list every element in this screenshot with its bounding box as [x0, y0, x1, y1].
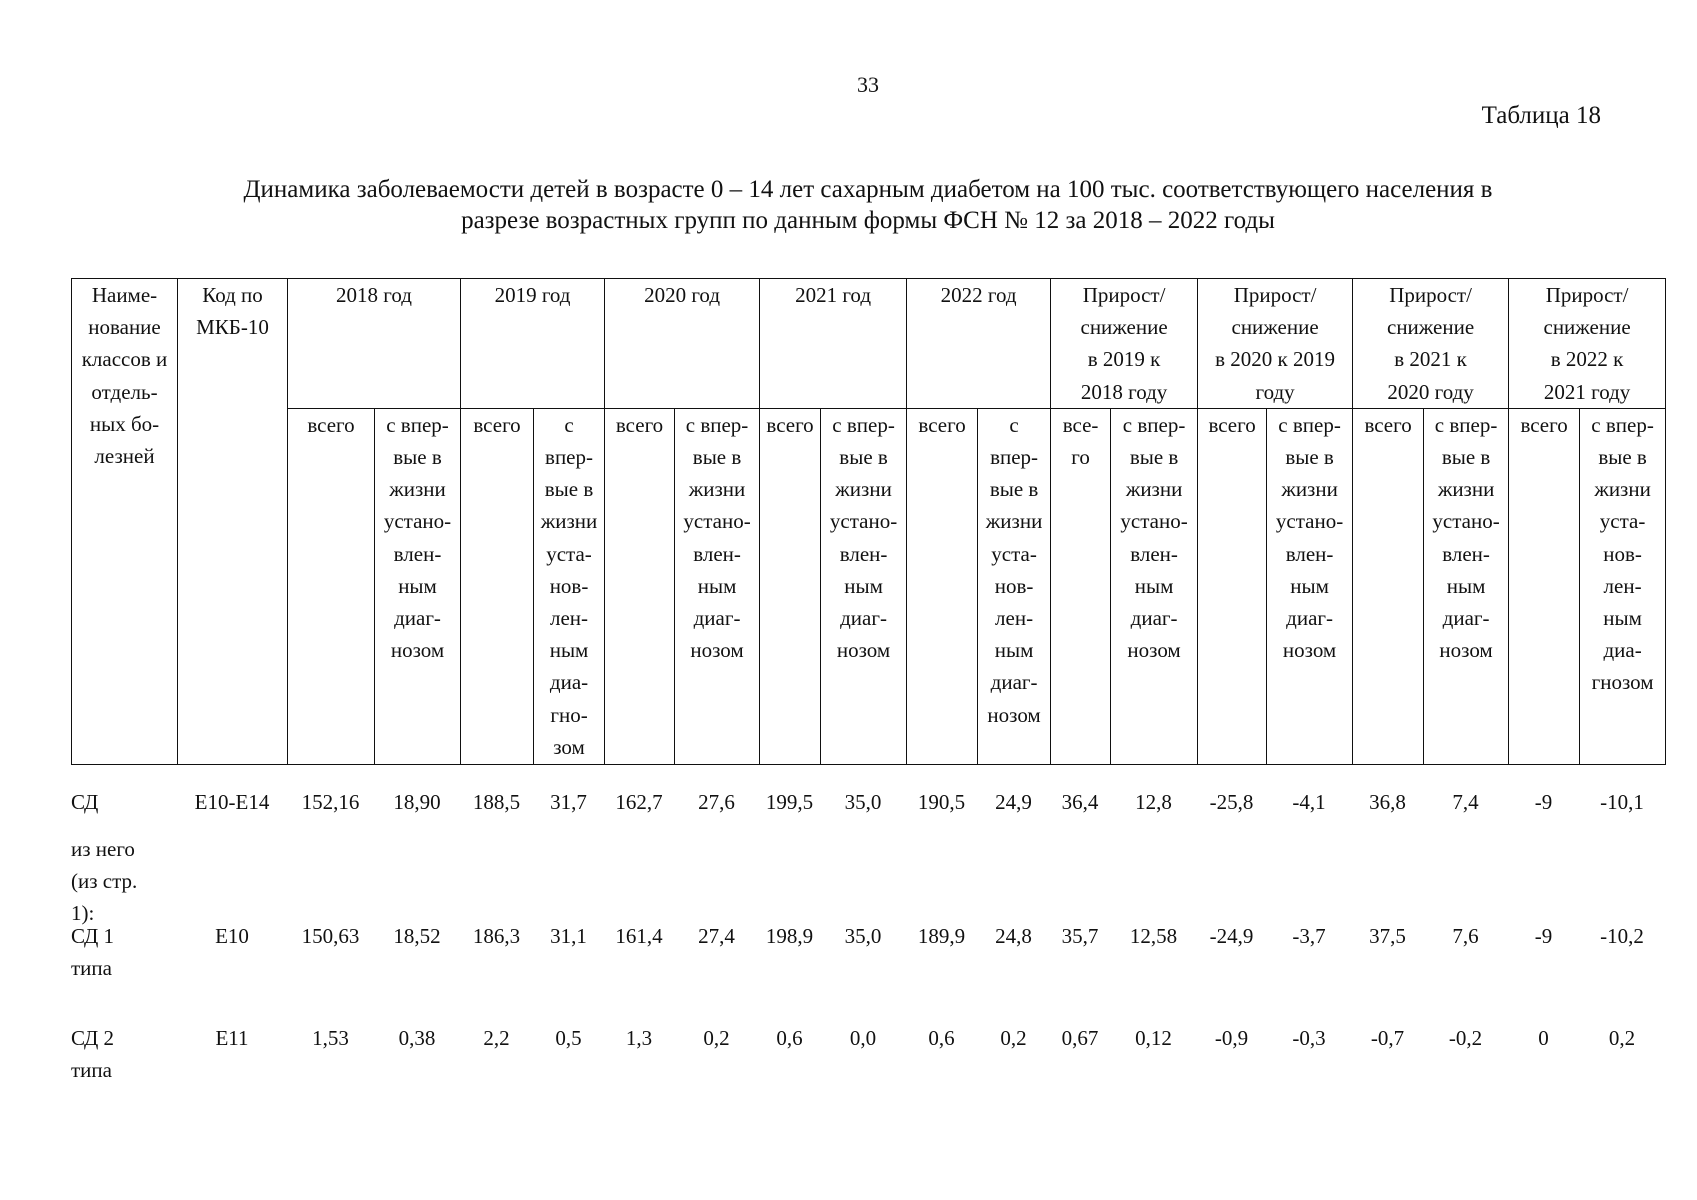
- header-2018: 2018 год: [288, 279, 461, 409]
- row-value: -10,1: [1600, 790, 1644, 814]
- row-name: СД: [71, 790, 99, 814]
- row-value: 1,3: [625, 1026, 653, 1050]
- row-name: СД 2 типа: [71, 1026, 115, 1082]
- header-sub-first-time-8: с впер- вые в жизни уста- нов- лен- ным диа- гнозом: [1580, 408, 1666, 764]
- table-label: Таблица 18: [1481, 102, 1601, 129]
- header-subrow: [72, 408, 1666, 764]
- header-sub-first-time-1: с впер- вые в жизни уста- нов- лен- ным диа- гно- зом: [534, 408, 605, 764]
- row-code: Е11: [215, 1026, 249, 1050]
- table-title: [60, 174, 1676, 236]
- header-2022: 2022 год: [907, 279, 1051, 409]
- row-value: 186,3: [472, 924, 521, 948]
- row-value: 35,0: [844, 924, 882, 948]
- row-value: -9: [1534, 790, 1553, 814]
- title-line-1: Динамика заболеваемости детей в возрасте 0 – 14 лет сахарным диабетом на 100 тыс. соответствующего населения в: [243, 176, 1493, 203]
- row-value: -0,9: [1214, 1026, 1249, 1050]
- row-value: 190,5: [917, 790, 966, 814]
- row-value: 7,6: [1452, 924, 1479, 948]
- row-value: -24,9: [1209, 924, 1254, 948]
- row-value: 31,1: [550, 924, 587, 948]
- row-value: 0,0: [849, 1026, 877, 1050]
- row-value: 1,53: [312, 1026, 349, 1050]
- row-name: СД 1 типа: [71, 924, 115, 980]
- row-value: 199,5: [765, 790, 814, 814]
- header-2021: 2021 год: [760, 279, 907, 409]
- row-value: 0,6: [776, 1026, 803, 1050]
- row-value: -10,2: [1600, 924, 1644, 948]
- row-value: 37,5: [1369, 924, 1406, 948]
- row-value: 18,90: [393, 790, 441, 814]
- header-name: Наиме- нование классов и отдель- ных бо- лезней: [72, 279, 178, 765]
- row-code: Е10-Е14: [194, 790, 270, 814]
- row-value: 0,12: [1135, 1026, 1172, 1050]
- row-value: 27,4: [698, 924, 735, 948]
- row-value: 0,5: [555, 1026, 582, 1050]
- header-change-2022: Прирост/ снижение в 2022 к 2021 году: [1509, 279, 1666, 409]
- row-value: 0,2: [703, 1026, 730, 1050]
- header-sub-first-time-3: с впер- вые в жизни устано- влен- ным диаг- нозом: [821, 408, 907, 764]
- row-value: -0,2: [1448, 1026, 1483, 1050]
- row-value: 198,9: [765, 924, 814, 948]
- row-code: Е10: [215, 924, 249, 948]
- row-name: из него (из стр. 1):: [71, 837, 138, 925]
- row-value: 188,5: [472, 790, 521, 814]
- header-sub-first-time-2: с впер- вые в жизни устано- влен- ным диаг- нозом: [675, 408, 760, 764]
- row-value: -3,7: [1292, 924, 1326, 948]
- row-value: 0,2: [1608, 1026, 1636, 1050]
- row-value: 36,4: [1061, 790, 1099, 814]
- header-sub-total-5: все- го: [1051, 408, 1111, 764]
- row-value: 12,8: [1135, 790, 1172, 814]
- row-value: 0,67: [1061, 1026, 1099, 1050]
- header-change-2019: Прирост/ снижение в 2019 к 2018 году: [1051, 279, 1198, 409]
- row-value: 189,9: [917, 924, 966, 948]
- row-value: 36,8: [1369, 790, 1406, 814]
- row-value: -25,8: [1209, 790, 1254, 814]
- header-change-2020: Прирост/ снижение в 2020 к 2019 году: [1198, 279, 1353, 409]
- row-value: 7,4: [1452, 790, 1479, 814]
- header-sub-first-time-5: с впер- вые в жизни устано- влен- ным диаг- нозом: [1111, 408, 1198, 764]
- row-value: -0,7: [1370, 1026, 1405, 1050]
- header-sub-total-6: всего: [1198, 408, 1267, 764]
- page-number: 33: [857, 72, 879, 97]
- row-value: 2,2: [483, 1026, 510, 1050]
- header-sub-total-2: всего: [605, 408, 675, 764]
- row-value: 0,38: [398, 1026, 436, 1050]
- row-value: 162,7: [615, 790, 663, 814]
- title-line-2: разрезе возрастных групп по данным формы ФСН № 12 за 2018 – 2022 годы: [461, 207, 1275, 234]
- row-value: 0,6: [928, 1026, 955, 1050]
- row-value: 0: [1538, 1026, 1549, 1050]
- row-value: -0,3: [1292, 1026, 1326, 1050]
- header-sub-total-7: всего: [1353, 408, 1424, 764]
- header-sub-total-3: всего: [760, 408, 821, 764]
- row-value: 24,9: [995, 790, 1032, 814]
- header-2019: 2019 год: [461, 279, 605, 409]
- header-code: Код по МКБ-10: [178, 279, 288, 765]
- row-value: 12,58: [1129, 924, 1178, 948]
- header-change-2021: Прирост/ снижение в 2021 к 2020 году: [1353, 279, 1509, 409]
- row-value: 161,4: [615, 924, 663, 948]
- header-sub-first-time-0: с впер- вые в жизни устано- влен- ным диаг- нозом: [375, 408, 461, 764]
- row-value: 35,0: [844, 790, 882, 814]
- row-value: 18,52: [393, 924, 441, 948]
- row-value: 31,7: [550, 790, 587, 814]
- row-value: -9: [1534, 924, 1553, 948]
- row-value: 24,8: [995, 924, 1032, 948]
- row-value: 150,63: [301, 924, 360, 948]
- header-sub-first-time-6: с впер- вые в жизни устано- влен- ным диаг- нозом: [1267, 408, 1353, 764]
- table-header: [71, 278, 1666, 765]
- header-sub-first-time-4: с впер- вые в жизни уста- нов- лен- ным диаг- нозом: [978, 408, 1051, 764]
- header-2020: 2020 год: [605, 279, 760, 409]
- header-sub-total-0: всего: [288, 408, 375, 764]
- row-value: 35,7: [1061, 924, 1099, 948]
- row-value: 0,2: [1000, 1026, 1027, 1050]
- header-sub-total-4: всего: [907, 408, 978, 764]
- header-sub-first-time-7: с впер- вые в жизни устано- влен- ным диаг- нозом: [1424, 408, 1509, 764]
- row-value: -4,1: [1292, 790, 1326, 814]
- header-sub-total-1: всего: [461, 408, 534, 764]
- header-sub-total-8: всего: [1509, 408, 1580, 764]
- row-value: 152,16: [301, 790, 360, 814]
- row-value: 27,6: [698, 790, 735, 814]
